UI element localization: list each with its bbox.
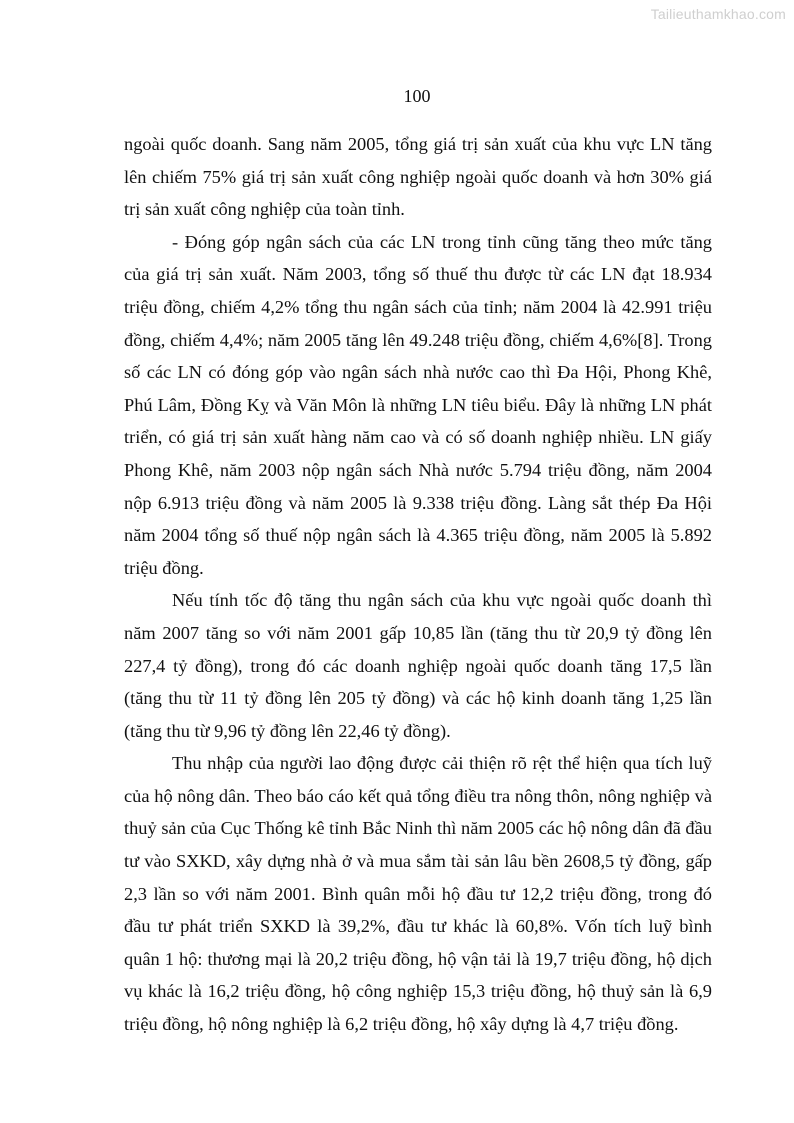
paragraph-budget-contribution: - Đóng góp ngân sách của các LN trong tỉnh cũng tăng theo mức tăng của giá trị sản xuất. Năm 2003, tổng số thuế thu được từ các LN đạt 18.934 triệu đồng, chiếm 4,2% tổng thu ngân sách của tỉnh; năm 2004 là 42.991 triệu đồng, chiếm 4,4%; năm 2005 tăng lên 49.248 triệu đồng, chiếm 4,6%[8]. Trong số các LN có đóng góp vào ngân sách nhà nước cao thì Đa Hội, Phong Khê, Phú Lâm, Đồng Kỵ và Văn Môn là những LN tiêu biểu. Đây là những LN phát triển, có giá trị sản xuất hàng năm cao và có số doanh nghiệp nhiều. LN giấy Phong Khê, năm 2003 nộp ngân sách Nhà nước 5.794 triệu đồng, năm 2004 nộp 6.913 triệu đồng và năm 2005 là 9.338 triệu đồng. Làng sắt thép Đa Hội năm 2004 tổng số thuế nộp ngân sách là 4.365 triệu đồng, năm 2005 là 5.892 triệu đồng. <box>124 231 712 578</box>
watermark-text: Tailieuthamkhao.com <box>650 6 786 22</box>
document-body <box>124 128 712 1041</box>
paragraph-household-income: Thu nhập của người lao động được cải thiện rõ rệt thể hiện qua tích luỹ của hộ nông dân. Theo báo cáo kết quả tổng điều tra nông thôn, nông nghiệp và thuỷ sản của Cục Thống kê tỉnh Bắc Ninh thì năm 2005 các hộ nông dân đã đầu tư vào SXKD, xây dựng nhà ở và mua sắm tài sản lâu bền 2608,5 tỷ đồng, gấp 2,3 lần so với năm 2001. Bình quân mỗi hộ đầu tư 12,2 triệu đồng, trong đó đầu tư phát triển SXKD là 39,2%, đầu tư khác là 60,8%. Vốn tích luỹ bình quân 1 hộ: thương mại là 20,2 triệu đồng, hộ vận tải là 19,7 triệu đồng, hộ dịch vụ khác là 16,2 triệu đồng, hộ công nghiệp 15,3 triệu đồng, hộ thuỷ sản là 6,9 triệu đồng, hộ nông nghiệp là 6,2 triệu đồng, hộ xây dựng là 4,7 triệu đồng. <box>124 753 712 1035</box>
page-number: 100 <box>403 86 431 106</box>
paragraph-revenue-growth: Nếu tính tốc độ tăng thu ngân sách của khu vực ngoài quốc doanh thì năm 2007 tăng so với năm 2001 gấp 10,85 lần (tăng thu từ 20,9 tỷ đồng lên 227,4 tỷ đồng), trong đó các doanh nghiệp ngoài quốc doanh tăng 17,5 lần (tăng thu từ 11 tỷ đồng lên 205 tỷ đồng) và các hộ kinh doanh tăng 1,25 lần (tăng thu từ 9,96 tỷ đồng lên 22,46 tỷ đồng). <box>124 590 712 741</box>
paragraph-continuation: ngoài quốc doanh. Sang năm 2005, tổng giá trị sản xuất của khu vực LN tăng lên chiếm 75% giá trị sản xuất công nghiệp ngoài quốc doanh và hơn 30% giá trị sản xuất công nghiệp của toàn tỉnh. <box>124 134 712 220</box>
